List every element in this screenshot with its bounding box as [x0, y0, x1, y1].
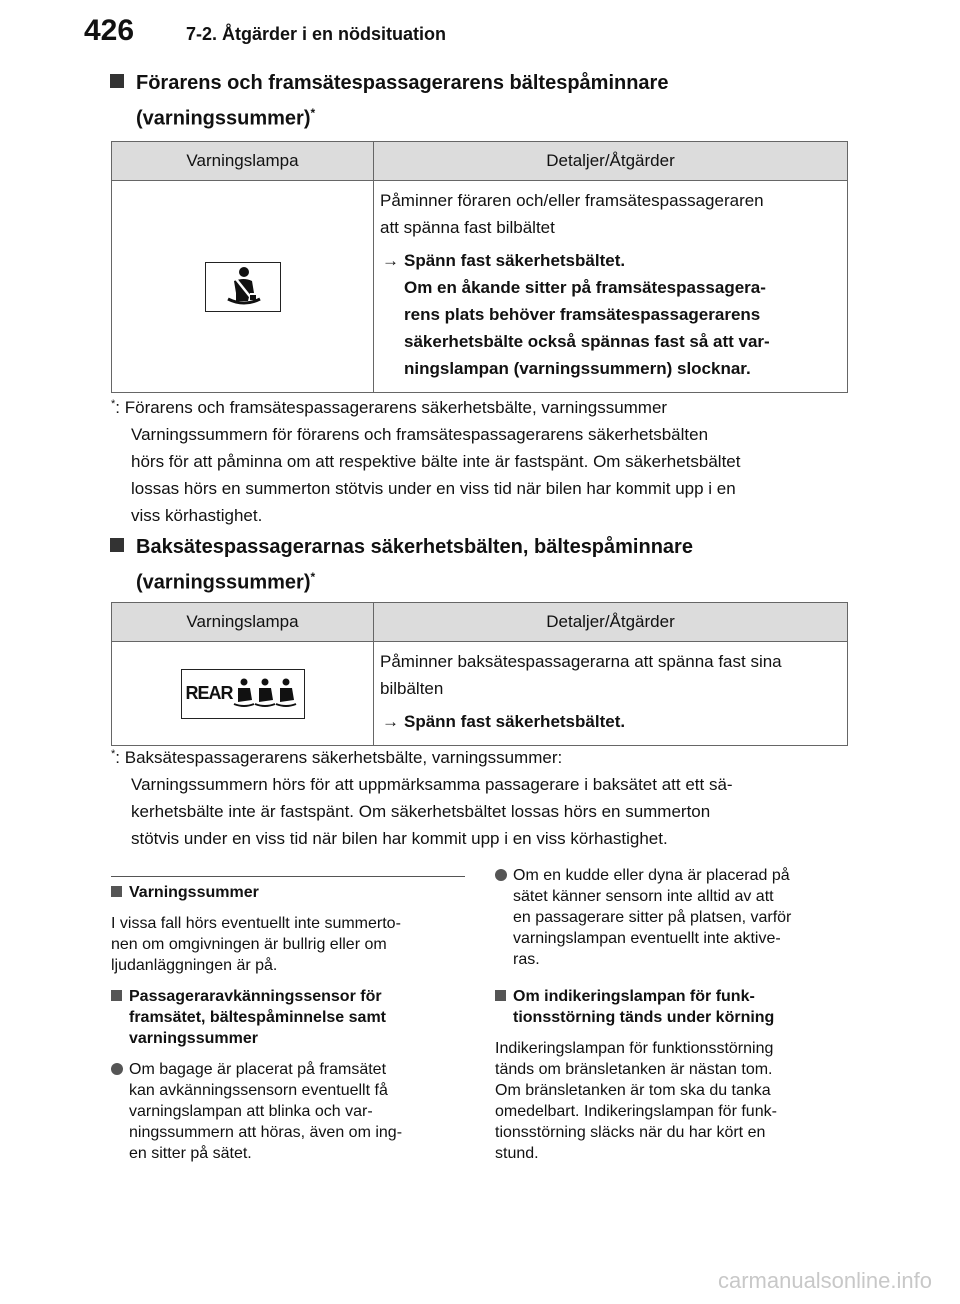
chapter-title: 7-2. Åtgärder i en nödsituation	[186, 24, 447, 44]
bullet-dot-icon	[495, 869, 507, 881]
subheading: Om indikeringslampan för funk- tionsstörning tänds under körning	[495, 986, 855, 1028]
rear-seatbelt-warning-icon	[181, 669, 305, 719]
detail-text: bilbälten	[380, 679, 444, 698]
bullet-item: Om en kudde eller dyna är placerad på sätet känner sensorn inte alltid av att en passagerare sitter på platsen, varför varningslampan eventuellt inte aktive- ras.	[495, 865, 855, 970]
subheading: Varningssummer	[111, 882, 471, 903]
detail-text: Påminner föraren och/eller framsätespassageraren	[380, 191, 764, 210]
section2-title: Baksätespassagerarnas säkerhetsbälten, bältespåminnare (varningssummer)*	[110, 532, 693, 598]
left-column	[111, 882, 471, 1174]
arrow-right-icon: →	[382, 712, 399, 731]
bullet-square-icon	[111, 990, 122, 1001]
bullet-square-icon	[110, 74, 124, 88]
page-number: 426	[84, 14, 135, 47]
paragraph: Indikeringslampan för funktionsstörning tänds om bränsletanken är nästan tom. Om bränsletanken är tom ska du tanka omedelbart. Indikeringslampan för funk- tionsstörning släcks när du har kört en stund.	[495, 1040, 777, 1162]
action-item: → Spänn fast säkerhetsbältet. Om en åkande sitter på framsätespassagera- rens plats behöver framsätespassagerarens säkerhetsbälte också spännas fast så att var- ningslampan (varningssummern) slocknar.	[380, 247, 839, 382]
bullet-dot-icon	[111, 1063, 123, 1075]
bullet-square-icon	[495, 990, 506, 1001]
paragraph: I vissa fall hörs eventuellt inte summerto- nen om omgivningen är bullrig eller om ljudanläggningen är på.	[111, 915, 401, 974]
action-item: → Spänn fast säkerhetsbältet.	[380, 708, 839, 735]
table-header-lamp: Varningslampa	[112, 142, 374, 181]
section1-title: Förarens och framsätespassagerarens bältespåminnare (varningssummer)*	[110, 68, 668, 134]
detail-text: att spänna fast bilbältet	[380, 218, 555, 237]
bullet-item: Om bagage är placerat på framsätet kan avkänningssensorn eventuellt få varningslampan att blinka och var- ningssummern att höras, även om ing- en sitter på sätet.	[111, 1059, 471, 1164]
table-header-details: Detaljer/Åtgärder	[374, 603, 848, 642]
detail-text: Påminner baksätespassagerarna att spänna fast sina	[380, 652, 782, 671]
right-column	[495, 865, 855, 1174]
section2-table	[111, 602, 848, 746]
page-header	[0, 0, 960, 70]
arrow-right-icon: →	[382, 251, 399, 270]
bullet-square-icon	[111, 886, 122, 897]
column-divider	[111, 876, 465, 877]
section1-table	[111, 141, 848, 393]
watermark: carmanualsonline.info	[717, 1268, 932, 1293]
table-header-details: Detaljer/Åtgärder	[374, 142, 848, 181]
rear-label: REAR	[185, 682, 233, 703]
section1-footnote: *: Förarens och framsätespassagerarens säkerhetsbälte, varningssummer Varningssummern för förarens och framsätespassagerarens säkerhetsbälten hörs för att påminna om att respektive bälte inte är fastspänt. Om säkerhetsbältet lossas hörs en summerton stötvis under en viss tid när bilen har kommit upp i en viss körhastighet.	[111, 398, 741, 525]
seatbelt-warning-icon	[205, 262, 281, 312]
subheading: Passageraravkänningssensor för framsätet, bältespåminnelse samt varningssummer	[111, 986, 471, 1049]
bullet-square-icon	[110, 538, 124, 552]
section2-footnote: *: Baksätespassagerarens säkerhetsbälte, varningssummer: Varningssummern hörs för att uppmärksamma passagerare i baksätet att ett sä- kerhetsbälte inte är fastspänt. Om säkerhetsbältet lossas hörs en summerton stötvis under en viss tid när bilen har kommit upp i en viss körhastighet.	[111, 748, 733, 848]
table-header-lamp: Varningslampa	[112, 603, 374, 642]
